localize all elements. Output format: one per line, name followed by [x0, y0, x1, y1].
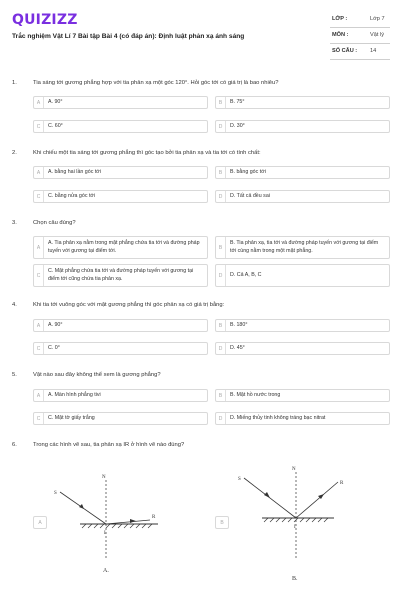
option-text: D. Cả A, B, C [230, 271, 262, 278]
option-letter: C [34, 265, 44, 286]
meta-key: MÔN : [332, 32, 349, 38]
option-b[interactable] [215, 166, 390, 179]
question-text: Trong các hình vẽ sau, tia phản xạ IR ở hình vẽ nào đúng? [33, 442, 185, 448]
meta-row-count [330, 44, 390, 60]
option-text: B. bằng góc tới [230, 168, 266, 175]
option-letter: D [216, 121, 226, 132]
option-letter: C [34, 413, 44, 424]
worksheet-meta [330, 12, 390, 60]
option-b[interactable] [215, 319, 390, 332]
option-letter: C [34, 121, 44, 132]
incidence-point-label: I [294, 525, 296, 530]
figure-caption: A. [103, 568, 109, 574]
option-c[interactable] [33, 120, 208, 133]
option-d[interactable] [215, 342, 390, 355]
incident-arrow [79, 504, 84, 509]
option-text: D. 30° [230, 122, 245, 129]
option-text: B. Mặt hồ nước trong [230, 391, 281, 398]
option-text: B. 75° [230, 98, 245, 105]
reflection-diagram-b [230, 458, 360, 584]
source-label: S [238, 477, 241, 482]
question-number: 1. [12, 80, 17, 86]
incidence-point-label: I [104, 531, 106, 536]
option-text: C. 60° [48, 122, 63, 129]
option-b[interactable] [215, 96, 390, 109]
question-text: Tia sáng tới gương phẳng hợp với tia phản xạ một góc 120°. Hỏi góc tới có giá trị là bao nhiêu? [33, 80, 279, 86]
option-letter: D [216, 265, 226, 286]
incident-arrow [264, 492, 270, 498]
reflected-label: R [340, 481, 344, 486]
option-c[interactable] [33, 264, 208, 287]
option-letter: C [34, 191, 44, 202]
meta-row-class [330, 12, 390, 28]
option-text: A. 90° [48, 321, 63, 328]
question-number: 6. [12, 442, 17, 448]
option-text: C. bằng nửa góc tới [48, 192, 96, 199]
option-letter: A [34, 320, 44, 331]
option-text: B. 180° [230, 321, 248, 328]
normal-label: N [102, 475, 106, 480]
option-letter: D [216, 343, 226, 354]
worksheet-header [0, 0, 400, 68]
question-number: 5. [12, 372, 17, 378]
meta-row-subject [330, 28, 390, 44]
reflected-ray [296, 482, 338, 518]
normal-label: N [292, 467, 296, 472]
option-letter: A [34, 97, 44, 108]
option-letter: B [216, 320, 226, 331]
option-text: D. Miếng thủy tinh không tráng bạc nitrat [230, 414, 326, 421]
option-a[interactable] [33, 319, 208, 332]
option-letter: A [38, 519, 42, 526]
option-letter: D [216, 191, 226, 202]
option-b[interactable] [215, 516, 229, 529]
meta-value: Vật lý [370, 32, 384, 38]
quizizz-logo: QUIZIZZ [12, 12, 78, 28]
option-letter: B [216, 237, 226, 258]
option-text: B. Tia phản xạ, tia tới và đường pháp tuyến với gương tại điểm tới cùng nằm trong một mặt phẳng. [230, 240, 379, 254]
mirror-hatching [82, 524, 152, 528]
option-text: C. 0° [48, 344, 60, 351]
meta-value: 14 [370, 48, 377, 54]
option-letter: A [34, 237, 44, 258]
option-letter: B [216, 390, 226, 401]
option-a[interactable] [33, 236, 208, 259]
option-a[interactable] [33, 166, 208, 179]
question-number: 3. [12, 220, 17, 226]
reflected-ray [106, 520, 150, 524]
option-letter: B [216, 167, 226, 178]
option-text: A. bằng hai lần góc tới [48, 168, 101, 175]
option-letter: C [34, 343, 44, 354]
option-letter: A [34, 167, 44, 178]
option-text: A. 90° [48, 98, 63, 105]
option-letter: A [34, 390, 44, 401]
reflected-label: R [152, 515, 156, 520]
option-letter: B [220, 519, 224, 526]
question-number: 4. [12, 302, 17, 308]
option-text: C. Mặt tờ giấy trắng [48, 414, 95, 421]
worksheet-title: Trắc nghiệm Vật Lí 7 Bài tập Bài 4 (có đáp án): Định luật phản xạ ánh sáng [12, 33, 245, 40]
figure-caption: B. [292, 576, 298, 582]
option-text: A. Tia phản xạ nằm trong mặt phẳng chứa tia tới và đường pháp tuyến với gương tại điểm tới. [48, 240, 200, 254]
option-d[interactable] [215, 264, 390, 287]
option-letter: D [216, 413, 226, 424]
option-text: A. Màn hình phẳng tivi [48, 391, 101, 398]
option-c[interactable] [33, 412, 208, 425]
option-a[interactable] [33, 96, 208, 109]
option-a[interactable] [33, 389, 208, 402]
source-label: S [54, 491, 57, 496]
meta-value: Lớp 7 [370, 16, 385, 22]
option-d[interactable] [215, 120, 390, 133]
reflection-diagram-a [48, 462, 168, 586]
option-c[interactable] [33, 342, 208, 355]
question-text: Chọn câu đúng? [33, 220, 76, 226]
meta-key: SỐ CÂU : [332, 48, 358, 54]
option-c[interactable] [33, 190, 208, 203]
option-b[interactable] [215, 389, 390, 402]
reflected-arrow [130, 519, 136, 523]
option-text: D. Tất cả đều sai [230, 192, 270, 199]
question-text: Vật nào sau đây không thể xem là gương phẳng? [33, 372, 161, 378]
option-letter: B [216, 97, 226, 108]
question-number: 2. [12, 150, 17, 156]
option-a[interactable] [33, 516, 47, 529]
question-text: Khi tia tới vuông góc với mặt gương phẳng thì góc phản xạ có giá trị bằng: [33, 302, 225, 308]
option-text: D. 45° [230, 344, 245, 351]
option-text: C. Mặt phẳng chứa tia tới và đường pháp tuyến với gương tại điểm tới cũng chứa tia phản xạ. [48, 268, 194, 282]
option-b[interactable] [215, 236, 390, 259]
question-text: Khi chiếu một tia sáng tới gương phẳng thì góc tạo bởi tia phản xạ và tia tới có tính chất: [33, 150, 261, 156]
option-d[interactable] [215, 412, 390, 425]
option-d[interactable] [215, 190, 390, 203]
meta-key: LỚP : [332, 16, 348, 22]
